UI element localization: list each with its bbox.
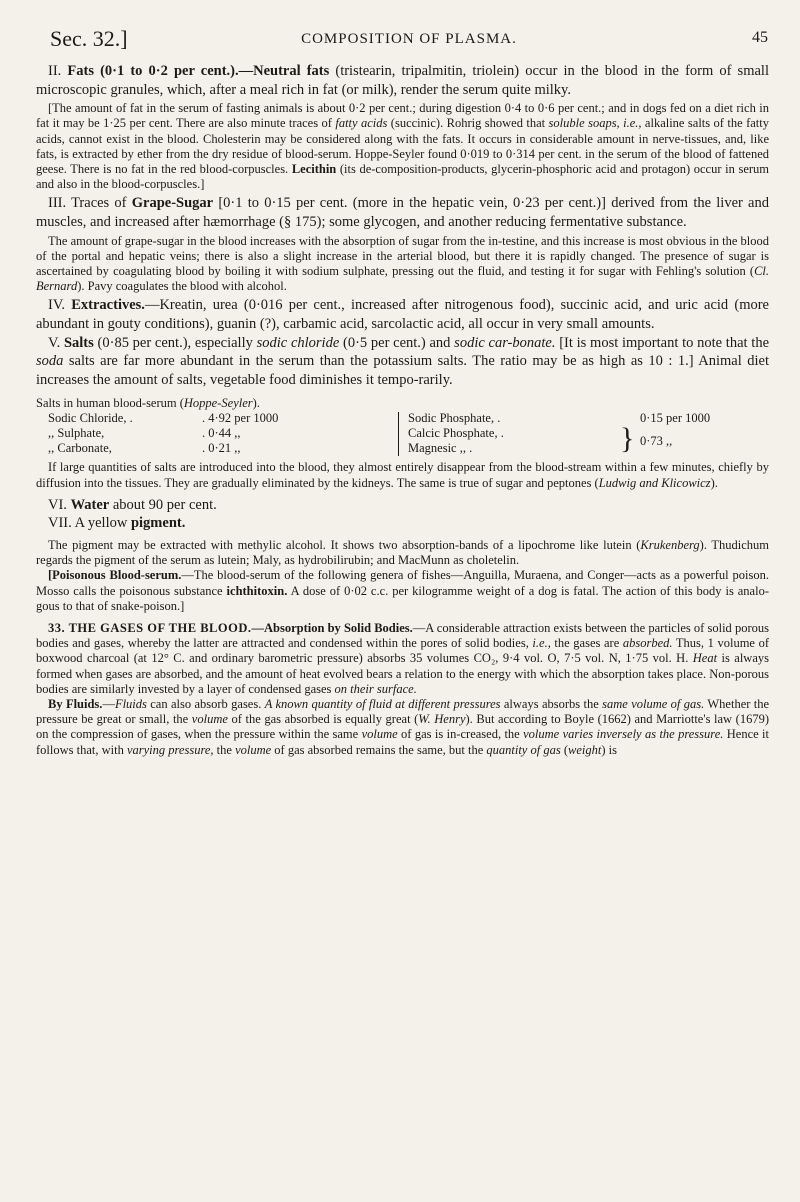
paragraph-by-fluids: By Fluids.—Fluids can also absorb gases. A known quantity of fluid at different pressures always absorbs the same volume of gas. Whether the pressure be great or small, the volume of the gas absorbed is equally great (W. Henry). But according to Boyle (1662) and Marriotte's law (1679) on the compression of gases, when the pressure within the same volume of gas is in-creased, the volume varies inversely as the pressure. Hence it follows that, with varying pressure, the volume of gas absorbed remains the same, but the quantity of gas (weight) is [36, 697, 770, 757]
phosphate-value: 0·15 per 1000 [640, 411, 711, 426]
salts-table-heading: Salts in human blood-serum (Hoppe-Seyler). [36, 396, 260, 411]
paragraph-pigment: VII. A yellow pigment. [48, 515, 186, 532]
table-row: Magnesic ,, . [408, 441, 473, 456]
salts-heading: Salts [63, 334, 94, 351]
page-number: 45 [752, 29, 768, 46]
sugar-heading: Grape-Sugar [131, 195, 214, 212]
extractives-heading: Extractives. [71, 297, 145, 314]
section-33-heading: 33. THE GASES OF THE BLOOD. [48, 620, 252, 635]
pigment-heading: pigment. [130, 515, 186, 532]
table-row: Calcic Phosphate, . [408, 426, 504, 441]
paragraph-fats: II. Fats (0·1 to 0·2 per cent.).—Neutral fats (tristearin, tripalmitin, triolein) occur in the blood in the form of small microscopic granules, which, after a meal rich in fat (or milk), render the serum quite milky. [36, 63, 769, 98]
note-poisonous-serum: [Poisonous Blood-serum.—The blood-serum of the following genera of fishes—Anguilla, Muraena, and Conger—acts as a powerful poison. Mosso calls the poisonous substance ichthitoxin. A dose of 0·02 c.c. per kilogramme weight of a dog is fatal. The action of this body is analo-gous to that of snake-poison.] [36, 568, 769, 613]
fats-heading: Fats (0·1 to 0·2 per cent.).—Neutral fats [67, 63, 330, 79]
table-row: ,, Carbonate, . 0·21 ,, [48, 441, 241, 456]
salts-table-left-column [48, 411, 378, 456]
table-row: Sodic Phosphate, . [408, 411, 501, 426]
table-row: Sodic Chloride, . . 4·92 per 1000 [48, 411, 279, 426]
note-pigment: The pigment may be extracted with methylic alcohol. It shows two absorption-bands of a lipochrome like lutein (Krukenberg). Thudichum regards the pigment of the serum as lutein; Maly, as hydrobilirubin; and MacMunn as choletelin. [36, 537, 769, 568]
section-33-gases: 33. THE GASES OF THE BLOOD.—Absorption by Solid Bodies.—A considerable attraction exists between the particles of solid porous bodies and gases, whereby the latter are attracted and condensed within the pores of solid bodies, i.e., the gases are absorbed. Thus, 1 volume of boxwood charcoal (at 12° C. and ordinary barometric pressure) absorbs 35 volumes CO₂, 9·4 vol. O, 7·5 vol. N, 1·75 vol. H. Heat is always formed when gases are absorbed, and the amount of heat evolved bears a relation to the energy with which the absorption takes place. Non-porous bodies are similarly invested by a layer of condensed gases on their surface. [36, 620, 769, 696]
column-divider [398, 412, 399, 456]
running-title: COMPOSITION OF PLASMA. [301, 31, 517, 47]
note-fats: [The amount of fat in the serum of fasting animals is about 0·2 per cent.; during digestion 0·4 to 0·6 per cent.; and in dogs fed on a diet rich in fat it may be 1·25 per cent. There are also minute traces of fatty acids (succinic). Rohrig showed that soluble soaps, i.e., alkaline salts of the fatty acids, cannot exist in the blood. Cholesterin may be considered along with the fats. It occurs in considerable amount in nerve-tissues, and, like fats, is extracted by ether from the dry residue of blood-serum. Hoppe-Seyler found 0·019 to 0·314 per cent. in the serum of the blood of fattened geese. There is no fat in the red blood-corpuscles. Lecithin (its de-composition-products, glycerin-phosphoric acid and protagon) occur in serum and also in the blood-corpuscles.] [36, 101, 769, 192]
paragraph-sugar: III. Traces of Grape-Sugar [0·1 to 0·15 per cent. (more in the hepatic vein, 0·23 per cent.)] derived from the liver and muscles, and increased after hæmorrhage (§ 175); some glycogen, and another reducing fermentative substance. [36, 195, 769, 230]
section-number: Sec. 32.] [50, 26, 128, 51]
page-body [36, 62, 769, 758]
water-heading: Water [70, 496, 110, 513]
paragraph-water: VI. Water about 90 per cent. [48, 496, 217, 513]
paragraph-extractives: IV. Extractives.—Kreatin, urea (0·016 per cent., increased after nitrogenous food), succinic acid, and uric acid (more abundant in gouty conditions), guanin (?), carbamic acid, sarcolactic acid, all occur in very small amounts. [36, 297, 769, 332]
salts-table [36, 396, 769, 458]
paragraph-salts: V. Salts (0·85 per cent.), especially sodic chloride (0·5 per cent.) and sodic car-bonate. [It is most important to note that the soda salts are far more abundant in the serum than the potassium salts. The ratio may be as high as 10 : 1.] Animal diet increases the amount of salts, vegetable food diminishes it tempo-rarily. [36, 334, 770, 388]
calcic-magnesic-value: 0·73 ,, [640, 434, 673, 449]
note-salts: If large quantities of salts are introduced into the blood, they almost entirely disappear from the blood-stream within a few minutes, chiefly by diffusion into the tissues. They are gradually eliminated by the kidneys. The same is true of sugar and peptones (Ludwig and Klicowicz). [36, 460, 769, 490]
note-sugar: The amount of grape-sugar in the blood increases with the absorption of sugar from the in-testine, and this increase is most obvious in the blood of the portal and hepatic veins; there is also a slight increase in the arterial blood, but there it is rapidly changed. The presence of sugar is ascertained by coagulating blood by boiling it with sodium sulphate, pressing out the fluid, and testing it for sugar with Fehling's solution (Cl. Bernard). Pavy coagulates the blood with alcohol. [36, 233, 769, 294]
table-row: ,, Sulphate, . 0·44 ,, [48, 426, 241, 441]
running-header [50, 26, 768, 52]
brace-glyph: } [620, 422, 635, 456]
